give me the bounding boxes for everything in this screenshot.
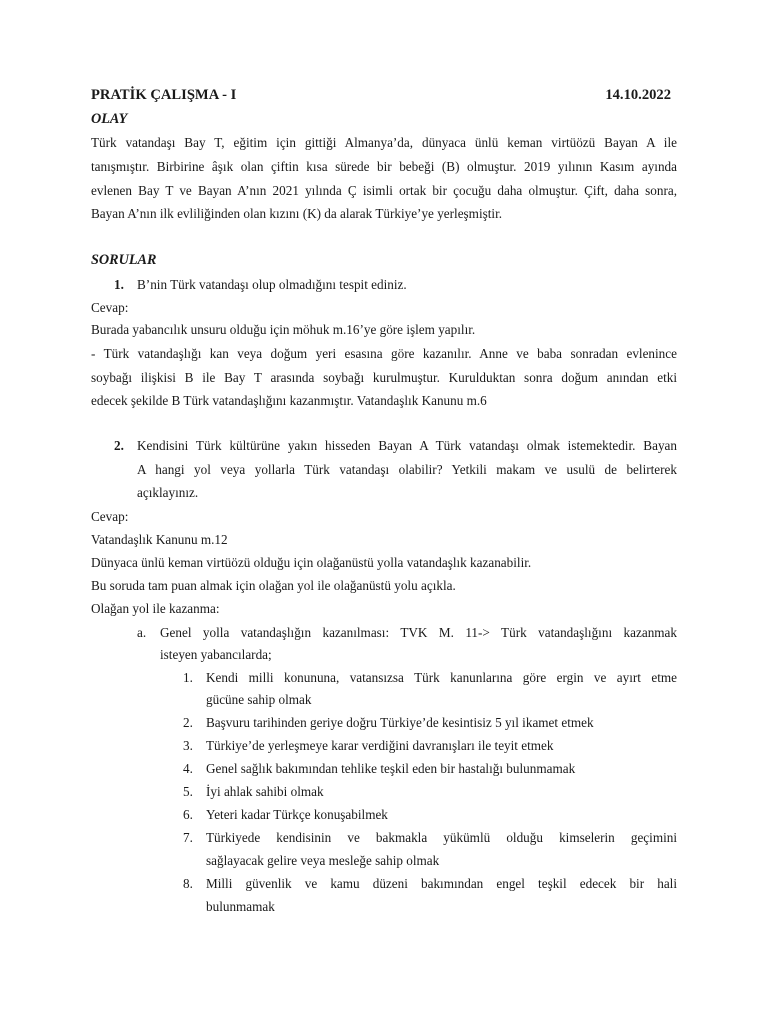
sub-item-a-line-1: Genel yolla vatandaşlığın kazanılması: TVK M. 11-> Türk vatandaşlığını kazanmak (160, 625, 677, 640)
olay-line-4: Bayan A’nın ilk evliliğinden olan kızını (K) da alarak Türkiye’ye yerleşmiştir. (91, 206, 503, 221)
condition-4-line-1: Genel sağlık bakımından tehlike teşkil eden bir hastalığı bulunmamak (206, 761, 576, 776)
sub-item-a-line-2: isteyen yabancılarda; (160, 647, 272, 662)
question-1-answer-label: Cevap: (91, 300, 129, 315)
question-2-answer-line-2: Dünyaca ünlü keman virtüözü olduğu için olağanüstü yolla vatandaşlık kazanabilir. (91, 555, 532, 570)
condition-6-number: 6. (183, 807, 193, 822)
condition-8-line-1: Milli güvenlik ve kamu düzeni bakımından engel teşkil edecek bir hali (206, 876, 677, 891)
question-2-number: 2. (114, 438, 124, 453)
question-1-answer-line-3: soybağı ilişkisi B ile Bay T arasında soybağı kurulmuştur. Kurulduktan sonra doğum anından etki (91, 370, 677, 385)
condition-3-line-1: Türkiye’de yerleşmeye karar verdiğini davranışları ile teyit etmek (206, 738, 554, 753)
question-2-text-line-2: A hangi yol veya yollarla Türk vatandaşı olabilir? Yetkili makam ve usulü de belirterek (137, 462, 677, 477)
olay-line-3: evlenen Bay T ve Bayan A’nın 2021 yılında Ç isimli ortak bir çocuğu daha olmuştur. Çift, daha sonra, (91, 183, 677, 198)
question-1-answer-line-2: - Türk vatandaşlığı kan veya doğum yeri esasına göre kazanılır. Anne ve baba sonradan evlenince (91, 346, 677, 361)
question-1-answer-line-4: edecek şekilde B Türk vatandaşlığını kazanmıştır. Vatandaşlık Kanunu m.6 (91, 393, 487, 408)
document-title: PRATİK ÇALIŞMA - I (91, 87, 237, 103)
sorular-heading: SORULAR (91, 252, 157, 268)
condition-4-number: 4. (183, 761, 193, 776)
question-1-number: 1. (114, 277, 124, 292)
condition-2-line-1: Başvuru tarihinden geriye doğru Türkiye’de kesintisiz 5 yıl ikamet etmek (206, 715, 594, 730)
condition-6-line-1: Yeteri kadar Türkçe konuşabilmek (206, 807, 388, 822)
condition-5-line-1: İyi ahlak sahibi olmak (206, 784, 324, 799)
olay-line-1: Türk vatandaşı Bay T, eğitim için gittiği Almanya’da, dünyaca ünlü keman virtüözü Bayan A ile (91, 135, 677, 150)
question-2-answer-line-4: Olağan yol ile kazanma: (91, 601, 220, 616)
olay-line-2: tanışmıştır. Birbirine âşık olan çiftin kısa sürede bir bebeği (B) olmuştur. 2019 yılının Kasım ayında (91, 159, 677, 174)
question-1-text: B’nin Türk vatandaşı olup olmadığını tespit ediniz. (137, 277, 407, 292)
condition-2-number: 2. (183, 715, 193, 730)
condition-1-line-2: gücüne sahip olmak (206, 692, 312, 707)
condition-7-line-1: Türkiyede kendisinin ve bakmakla yükümlü olduğu kimselerin geçimini (206, 830, 677, 845)
question-1-answer-line-1: Burada yabancılık unsuru olduğu için möhuk m.16’ye göre işlem yapılır. (91, 322, 476, 337)
question-2-text-line-3: açıklayınız. (137, 485, 199, 500)
question-2-answer-line-1: Vatandaşlık Kanunu m.12 (91, 532, 228, 547)
condition-5-number: 5. (183, 784, 193, 799)
condition-1-number: 1. (183, 670, 193, 685)
question-2-answer-line-3: Bu soruda tam puan almak için olağan yol ile olağanüstü yolu açıkla. (91, 578, 456, 593)
question-2-text-line-1: Kendisini Türk kültürüne yakın hisseden Bayan A Türk vatandaşı olmak istemektedir. Bayan (137, 438, 677, 453)
condition-1-line-1: Kendi milli konununa, vatansızsa Türk kanunlarına göre ergin ve ayırt etme (206, 670, 677, 685)
condition-7-line-2: sağlayacak gelire veya mesleğe sahip olmak (206, 853, 440, 868)
condition-8-line-2: bulunmamak (206, 899, 275, 914)
olay-heading: OLAY (91, 111, 128, 127)
question-2-answer-label: Cevap: (91, 509, 129, 524)
condition-7-number: 7. (183, 830, 193, 845)
condition-3-number: 3. (183, 738, 193, 753)
condition-8-number: 8. (183, 876, 193, 891)
sub-item-a-marker: a. (137, 625, 147, 640)
document-date: 14.10.2022 (605, 87, 671, 103)
